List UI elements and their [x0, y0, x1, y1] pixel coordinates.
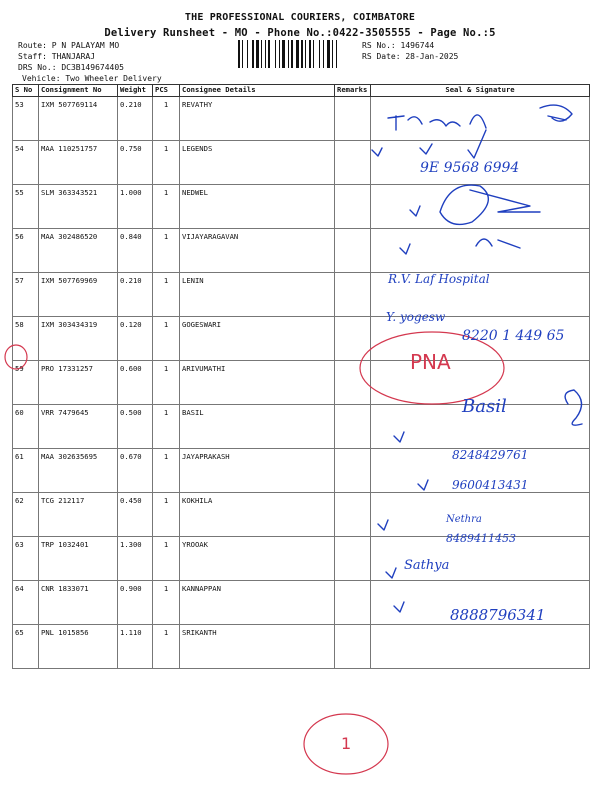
cell-consignee: BASIL: [180, 405, 335, 449]
cell-consignee: ARIVUMATHI: [180, 361, 335, 405]
cell-consignee: SRIKANTH: [180, 625, 335, 669]
barcode-bar: [319, 40, 320, 68]
barcode-bar: [313, 40, 314, 68]
cell-signature: [371, 229, 590, 273]
company-title: THE PROFESSIONAL COURIERS, COIMBATORE: [184, 12, 416, 23]
cell-signature: [371, 97, 590, 141]
cell-consignee: VIJAYARAGAVAN: [180, 229, 335, 273]
cell-consignment: IXM 507769114: [39, 97, 118, 141]
staff-line: Staff: THANJARAJ: [18, 52, 96, 61]
cell-weight: 0.900: [118, 581, 153, 625]
note-row-57: R.V. Laf Hospital: [388, 272, 490, 286]
cell-remarks: [335, 449, 371, 493]
cell-pcs: 1: [153, 229, 180, 273]
cell-pcs: 1: [153, 493, 180, 537]
cell-pcs: 1: [153, 537, 180, 581]
cell-consignment: IXM 303434319: [39, 317, 118, 361]
cell-consignment: PRO 17331257: [39, 361, 118, 405]
cell-remarks: [335, 97, 371, 141]
cell-weight: 0.210: [118, 273, 153, 317]
barcode-bar: [268, 40, 270, 68]
phone-row-61: 8248429761: [452, 448, 529, 462]
header-pcs: PCS: [153, 85, 180, 97]
header-signature: Seal & Signature: [371, 85, 590, 97]
cell-pcs: 1: [153, 273, 180, 317]
cell-pcs: 1: [153, 625, 180, 669]
table-row: [13, 185, 590, 229]
cell-consignment: CNR 1833071: [39, 581, 118, 625]
cell-sno: 65: [13, 625, 39, 669]
cell-remarks: [335, 493, 371, 537]
barcode-bar: [256, 40, 259, 68]
cell-signature: [371, 625, 590, 669]
barcode-bar: [305, 40, 306, 68]
cell-sno: 61: [13, 449, 39, 493]
cell-sno: 62: [13, 493, 39, 537]
barcode-bar: [279, 40, 280, 68]
cell-sno: 54: [13, 141, 39, 185]
cell-consignment: TCG 212117: [39, 493, 118, 537]
header-weight: Weight: [118, 85, 153, 97]
cell-remarks: [335, 229, 371, 273]
cell-pcs: 1: [153, 449, 180, 493]
rs-date: RS Date: 28-Jan-2025: [362, 52, 459, 61]
cell-remarks: [335, 625, 371, 669]
cell-weight: 0.120: [118, 317, 153, 361]
route-line: Route: P N PALAYAM MO: [18, 41, 120, 50]
cell-signature: [371, 185, 590, 229]
cell-pcs: 1: [153, 185, 180, 229]
cell-sno: 53: [13, 97, 39, 141]
page-number-handwritten: 1: [341, 734, 352, 753]
cell-remarks: [335, 361, 371, 405]
cell-pcs: 1: [153, 141, 180, 185]
cell-sno: 55: [13, 185, 39, 229]
cell-remarks: [335, 537, 371, 581]
cell-weight: 0.500: [118, 405, 153, 449]
cell-consignment: MAA 302635695: [39, 449, 118, 493]
table-row: [13, 229, 590, 273]
cell-pcs: 1: [153, 581, 180, 625]
signature-row-60: Basil: [462, 396, 507, 417]
barcode-bar: [296, 40, 299, 68]
cell-weight: 0.840: [118, 229, 153, 273]
barcode-bar: [301, 40, 303, 68]
cell-pcs: 1: [153, 405, 180, 449]
table-row: [13, 97, 590, 141]
barcode-bar: [291, 40, 293, 68]
header-consignment: Consignment No: [39, 85, 118, 97]
barcode-bar: [261, 40, 262, 68]
phone-row-65: 8888796341: [450, 606, 546, 624]
header-consignee: Consignee Details: [180, 85, 335, 97]
cell-consignee: KOKHILA: [180, 493, 335, 537]
cell-pcs: 1: [153, 97, 180, 141]
cell-remarks: [335, 141, 371, 185]
barcode-bar: [327, 40, 330, 68]
table-header-row: [13, 85, 590, 97]
barcode-bar: [252, 40, 254, 68]
cell-consignment: TRP 1032401: [39, 537, 118, 581]
cell-sno: 57: [13, 273, 39, 317]
cell-consignee: YROOAK: [180, 537, 335, 581]
table-row: [13, 625, 590, 669]
barcode-bar: [247, 40, 248, 68]
header-sno: S No: [13, 85, 39, 97]
table-row: [13, 273, 590, 317]
barcode-bar: [332, 40, 333, 68]
barcode-bar: [288, 40, 289, 68]
vehicle-line: Vehicle: Two Wheeler Delivery: [22, 74, 162, 83]
barcode-bar: [282, 40, 285, 68]
cell-remarks: [335, 273, 371, 317]
barcode-bar: [336, 40, 337, 68]
cell-remarks: [335, 405, 371, 449]
cell-consignee: LEGENDS: [180, 141, 335, 185]
phone-row-58: 8220 1 449 65: [462, 328, 565, 344]
cell-consignment: IXM 507769969: [39, 273, 118, 317]
phone-row-62: 9600413431: [452, 478, 529, 492]
cell-sno: 63: [13, 537, 39, 581]
barcode-bar: [265, 40, 266, 68]
cell-pcs: 1: [153, 361, 180, 405]
signature-row-64: Sathya: [404, 558, 450, 573]
cell-consignee: NEDWEL: [180, 185, 335, 229]
phone-row-63: 8489411453: [446, 532, 516, 545]
pna-remark: PNA: [410, 350, 451, 374]
cell-weight: 1.110: [118, 625, 153, 669]
cell-weight: 1.300: [118, 537, 153, 581]
phone-row-54: 9E 9568 6994: [420, 160, 520, 176]
cell-remarks: [335, 317, 371, 361]
cell-sno: 64: [13, 581, 39, 625]
header-remarks: Remarks: [335, 85, 371, 97]
barcode-bar: [323, 40, 324, 68]
cell-pcs: 1: [153, 317, 180, 361]
cell-weight: 0.600: [118, 361, 153, 405]
cell-weight: 0.450: [118, 493, 153, 537]
barcode-bar: [275, 40, 276, 68]
cell-consignment: MAA 302486520: [39, 229, 118, 273]
cell-sno: 59: [13, 361, 39, 405]
barcode-bar: [242, 40, 243, 68]
cell-remarks: [335, 581, 371, 625]
cell-weight: 0.670: [118, 449, 153, 493]
runsheet-subtitle: Delivery Runsheet - MO - Phone No.:0422-3505555 - Page No.:5: [104, 27, 496, 39]
rs-number: RS No.: 1496744: [362, 41, 435, 50]
cell-weight: 1.000: [118, 185, 153, 229]
table-row: [13, 493, 590, 537]
drs-line: DRS No.: DC3B149674405: [18, 63, 124, 72]
note-row-58: Y. yogesw: [386, 310, 446, 324]
note-row-63: Nethra: [446, 514, 482, 525]
cell-consignee: REVATHY: [180, 97, 335, 141]
cell-consignment: VRR 7479645: [39, 405, 118, 449]
cell-sno: 56: [13, 229, 39, 273]
barcode: [238, 40, 356, 68]
cell-consignee: GOGESWARI: [180, 317, 335, 361]
barcode-bar: [238, 40, 240, 68]
cell-weight: 0.210: [118, 97, 153, 141]
cell-consignee: JAYAPRAKASH: [180, 449, 335, 493]
cell-consignment: PNL 1015856: [39, 625, 118, 669]
cell-consignment: MAA 110251757: [39, 141, 118, 185]
cell-consignee: LENIN: [180, 273, 335, 317]
barcode-bar: [309, 40, 311, 68]
cell-weight: 0.750: [118, 141, 153, 185]
cell-sno: 60: [13, 405, 39, 449]
cell-consignee: KANNAPPAN: [180, 581, 335, 625]
cell-consignment: SLM 363343521: [39, 185, 118, 229]
cell-remarks: [335, 185, 371, 229]
cell-sno: 58: [13, 317, 39, 361]
